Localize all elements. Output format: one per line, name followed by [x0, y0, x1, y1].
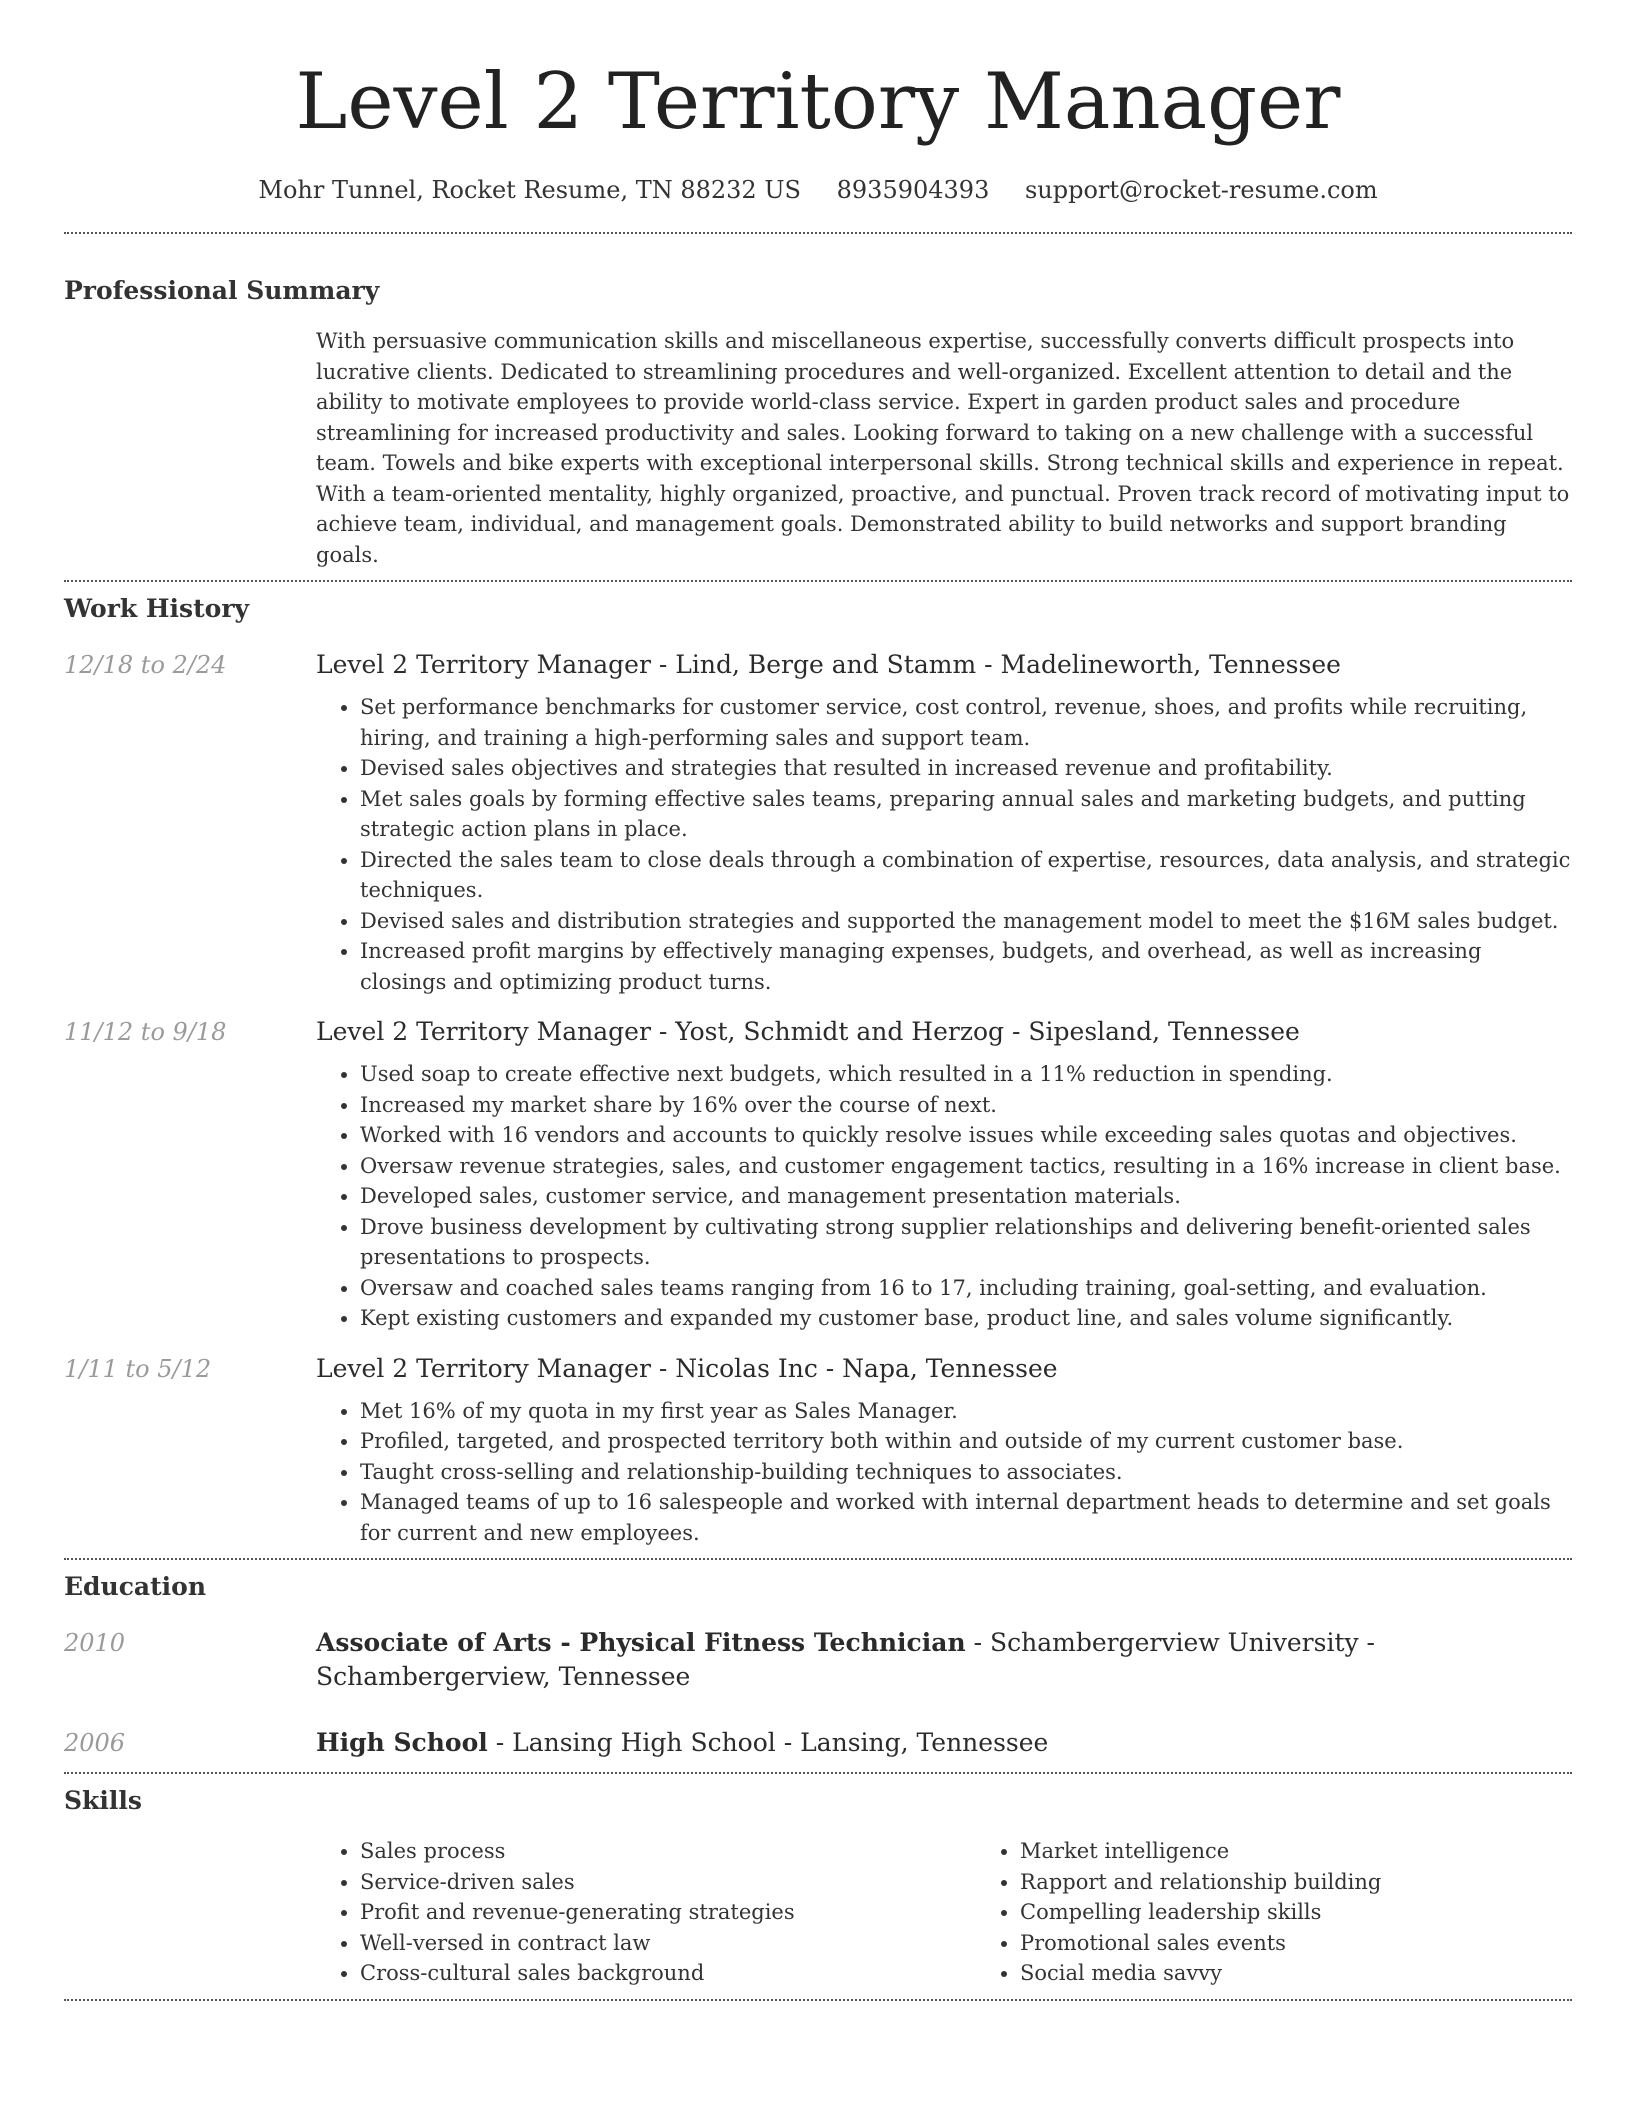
list-item: • Increased profit margins by effectively managing expenses, budgets, and overhead, as well as increasing closings and optimizing product turns.: [360, 936, 1572, 997]
list-item: • Compelling leadership skills: [1020, 1897, 1632, 1928]
summary-heading: Professional Summary: [64, 276, 380, 305]
job-entry: [64, 648, 1572, 997]
list-item: • Profiled, targeted, and prospected territory both within and outside of my current customer base.: [360, 1426, 1572, 1457]
list-item: • Increased my market share by 16% over the course of next.: [360, 1090, 1572, 1121]
job-entry: [64, 1015, 1572, 1334]
list-item: • Service-driven sales: [360, 1867, 976, 1898]
list-item: • Worked with 16 vendors and accounts to quickly resolve issues while exceeding sales quotas and objectives.: [360, 1120, 1572, 1151]
list-item: • Devised sales objectives and strategies that resulted in increased revenue and profitability.: [360, 753, 1572, 784]
list-item: • Set performance benchmarks for customer service, cost control, revenue, shoes, and profits while recruiting, hiring, and training a high-performing sales and support team.: [360, 692, 1572, 753]
job-bullets: [316, 1396, 1572, 1549]
list-item: • Met 16% of my quota in my first year as Sales Manager.: [360, 1396, 1572, 1427]
list-item: • Oversaw and coached sales teams ranging from 16 to 17, including training, goal-setting, and evaluation.: [360, 1273, 1572, 1304]
contact-email: support@rocket-resume.com: [1024, 176, 1378, 204]
job-title: Level 2 Territory Manager - Yost, Schmidt and Herzog - Sipesland, Tennessee: [316, 1017, 1300, 1046]
job-entry: [64, 1352, 1572, 1549]
skills-heading: Skills: [64, 1786, 142, 1815]
section-divider: [64, 232, 1572, 234]
list-item: • Used soap to create effective next budgets, which resulted in a 11% reduction in spending.: [360, 1059, 1572, 1090]
contact-line: [64, 174, 1572, 206]
education-school: - Lansing High School - Lansing, Tennessee: [487, 1728, 1049, 1757]
section-divider: [64, 1999, 1572, 2001]
skills-columns: [316, 1836, 1632, 1989]
list-item: • Developed sales, customer service, and management presentation materials.: [360, 1181, 1572, 1212]
education-entry: [64, 1726, 1572, 1760]
list-item: • Profit and revenue-generating strategies: [360, 1897, 976, 1928]
job-title: Level 2 Territory Manager - Nicolas Inc - Napa, Tennessee: [316, 1353, 1058, 1383]
education-school: - Schambergerview University - Schambergerview, Tennessee: [316, 1628, 1376, 1691]
job-bullets: [316, 1059, 1572, 1334]
section-divider: [64, 580, 1572, 582]
summary-section: [64, 274, 1572, 570]
resume-page: [64, 0, 1572, 2001]
list-item: • Rapport and relationship building: [1020, 1867, 1632, 1898]
education-entry: [64, 1626, 1572, 1694]
contact-phone: 8935904393: [836, 176, 990, 204]
list-item: • Oversaw revenue strategies, sales, and customer engagement tactics, resulting in a 16% increase in client base.: [360, 1151, 1572, 1182]
skills-list-right: [976, 1836, 1632, 1989]
section-divider: [64, 1772, 1572, 1774]
work-history-heading: Work History: [64, 594, 250, 623]
list-item: • Drove business development by cultivating strong supplier relationships and delivering benefit-oriented sales presentations to prospects.: [360, 1212, 1572, 1273]
list-item: • Sales process: [360, 1836, 976, 1867]
list-item: • Kept existing customers and expanded my customer base, product line, and sales volume significantly.: [360, 1303, 1572, 1334]
list-item: • Devised sales and distribution strategies and supported the management model to meet the $16M sales budget.: [360, 906, 1572, 937]
list-item: • Market intelligence: [1020, 1836, 1632, 1867]
job-dates: 1/11 to 5/12: [64, 1354, 212, 1383]
education-section: [64, 1570, 1572, 1760]
list-item: • Met sales goals by forming effective sales teams, preparing annual sales and marketing budgets, and putting strategic action plans in place.: [360, 784, 1572, 845]
skills-list-left: [316, 1836, 976, 1989]
section-divider: [64, 1558, 1572, 1560]
education-year: 2006: [64, 1729, 126, 1757]
skills-section: [64, 1784, 1572, 1989]
list-item: • Social media savvy: [1020, 1958, 1632, 1989]
education-heading: Education: [64, 1572, 207, 1601]
work-history-section: [64, 592, 1572, 1548]
summary-text: With persuasive communication skills and miscellaneous expertise, successfully converts difficult prospects into lucrative clients. Dedicated to streamlining procedures and well-organized. Excellent attention to detail and the ability to motivate employees to provide world-class service. Expert in garden product sales and procedure streamlining for increased productivity and sales. Looking forward to taking on a new challenge with a successful team. Towels and bike experts with exceptional interpersonal skills. Strong technical skills and experience in repeat. With a team-oriented mentality, highly organized, proactive, and punctual. Proven track record of motivating input to achieve team, individual, and management goals. Demonstrated ability to build networks and support branding goals.: [316, 329, 1570, 567]
resume-title: Level 2 Territory Manager: [295, 57, 1341, 147]
job-bullets: [316, 692, 1572, 997]
education-year: 2010: [64, 1629, 126, 1657]
list-item: • Promotional sales events: [1020, 1928, 1632, 1959]
list-item: • Managed teams of up to 16 salespeople and worked with internal department heads to determine and set goals for current and new employees.: [360, 1487, 1572, 1548]
contact-address: Mohr Tunnel, Rocket Resume, TN 88232 US: [258, 176, 801, 204]
job-title: Level 2 Territory Manager - Lind, Berge and Stamm - Madelineworth, Tennessee: [316, 650, 1341, 679]
job-dates: 12/18 to 2/24: [64, 651, 227, 679]
list-item: • Taught cross-selling and relationship-building techniques to associates.: [360, 1457, 1572, 1488]
education-degree: High School: [316, 1728, 488, 1757]
education-degree: Associate of Arts - Physical Fitness Technician: [316, 1628, 966, 1657]
list-item: • Cross-cultural sales background: [360, 1958, 976, 1989]
job-dates: 11/12 to 9/18: [64, 1018, 227, 1046]
list-item: • Directed the sales team to close deals through a combination of expertise, resources, data analysis, and strategic techniques.: [360, 845, 1572, 906]
list-item: • Well-versed in contract law: [360, 1928, 976, 1959]
